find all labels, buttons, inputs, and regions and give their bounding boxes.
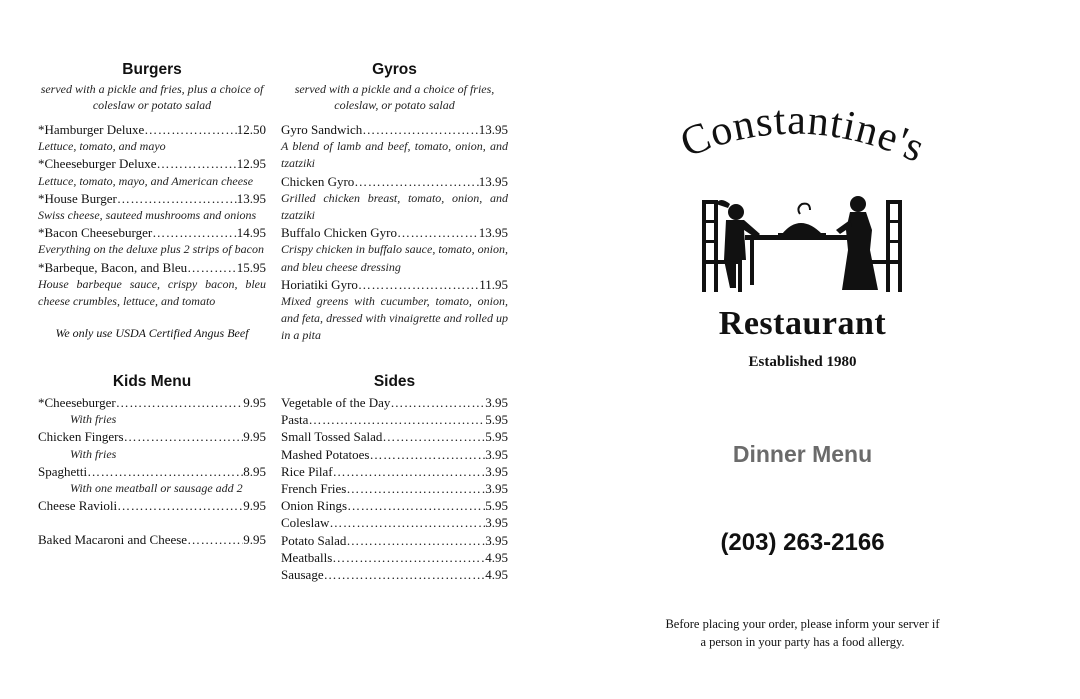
gyros-section bbox=[281, 61, 508, 345]
item-name: Potato Salad bbox=[281, 532, 347, 548]
item-name: Sausage bbox=[281, 567, 324, 583]
menu-item bbox=[281, 549, 508, 566]
item-name: Spaghetti bbox=[38, 463, 88, 479]
item-description: Swiss cheese, sauteed mushrooms and onions bbox=[38, 208, 257, 223]
menu-item bbox=[281, 463, 508, 480]
menu-item bbox=[281, 121, 508, 138]
menu-item bbox=[281, 566, 508, 583]
brand-name-logo bbox=[600, 95, 1005, 205]
item-price: 9.95 bbox=[243, 395, 266, 410]
menu-item bbox=[281, 173, 508, 190]
item-price: 12.95 bbox=[236, 156, 266, 172]
kids-menu-heading: Kids Menu bbox=[112, 373, 192, 390]
item-price: 13.95 bbox=[478, 173, 508, 189]
item-name: Onion Rings bbox=[281, 498, 348, 514]
item-description: Crispy chicken in buffalo sauce, tomato, onion, and bleu cheese dressing bbox=[281, 242, 508, 274]
item-price: 3.95 bbox=[485, 481, 508, 497]
item-name: *Bacon Cheeseburger bbox=[38, 225, 153, 241]
menu-item bbox=[38, 155, 266, 172]
item-name: Mashed Potatoes bbox=[281, 446, 370, 462]
item-name: Rice Pilaf bbox=[281, 463, 333, 479]
item-price: 5.95 bbox=[485, 498, 508, 514]
item-name: Cheese Ravioli bbox=[38, 498, 118, 514]
phone-number: (203) 263-2166 bbox=[720, 529, 885, 556]
item-description: A blend of lamb and beef, tomato, onion, and tzatziki bbox=[281, 139, 508, 171]
item-name: Meatballs bbox=[281, 549, 333, 565]
item-name: Vegetable of the Day bbox=[281, 395, 391, 410]
item-description: With fries bbox=[70, 446, 117, 461]
item-description: Grilled chicken breast, tomato, onion, and tzatziki bbox=[281, 190, 508, 223]
item-name: Gyro Sandwich bbox=[281, 122, 363, 137]
item-name: *House Burger bbox=[38, 190, 117, 206]
item-name: Small Tossed Salad bbox=[281, 429, 383, 445]
item-description: House barbeque sauce, crispy bacon, bleu cheese crumbles, lettuce, and tomato bbox=[38, 276, 266, 309]
item-price: 4.95 bbox=[485, 549, 508, 565]
allergy-notice bbox=[650, 615, 955, 651]
item-price: 13.95 bbox=[236, 190, 266, 206]
item-description: With one meatball or sausage add 2 bbox=[70, 481, 243, 496]
menu-item bbox=[281, 276, 508, 293]
item-price: 3.95 bbox=[485, 463, 508, 479]
menu-item bbox=[281, 480, 508, 497]
item-name: *Hamburger Deluxe bbox=[38, 122, 145, 137]
item-price: 4.95 bbox=[485, 567, 508, 583]
item-description: Mixed greens with cucumber, tomato, onion, and feta, dressed with vinaigrette and rolled up in a pita bbox=[281, 294, 508, 343]
item-name: *Barbeque, Bacon, and Bleu bbox=[38, 259, 188, 275]
item-description: Lettuce, tomato, and mayo bbox=[38, 139, 166, 154]
menu-item bbox=[281, 224, 508, 241]
item-name: French Fries bbox=[281, 481, 347, 497]
menu-item bbox=[281, 446, 508, 463]
angus-beef-note: We only use USDA Certified Angus Beef bbox=[55, 326, 249, 341]
menu-item bbox=[38, 121, 266, 138]
menu-item bbox=[281, 497, 508, 514]
diners-silhouette-image bbox=[700, 190, 910, 295]
item-name: *Cheeseburger Deluxe bbox=[38, 156, 157, 172]
menu-item bbox=[281, 514, 508, 531]
item-price: 5.95 bbox=[485, 429, 508, 445]
item-price: 5.95 bbox=[485, 412, 508, 428]
item-name: Buffalo Chicken Gyro bbox=[281, 225, 398, 241]
item-description: Everything on the deluxe plus 2 strips of bacon bbox=[38, 242, 264, 257]
menu-item bbox=[38, 190, 266, 207]
menu-item bbox=[281, 532, 508, 549]
item-price: 8.95 bbox=[243, 463, 266, 479]
item-name: Chicken Gyro bbox=[281, 173, 355, 189]
gyros-heading: Gyros bbox=[372, 61, 417, 78]
sides-heading: Sides bbox=[373, 373, 416, 390]
brand-panel bbox=[600, 0, 1005, 699]
item-price: 9.95 bbox=[243, 429, 266, 445]
menu-item bbox=[38, 394, 266, 411]
item-price: 3.95 bbox=[485, 395, 508, 410]
menu-item bbox=[281, 394, 508, 411]
established-text: Established 1980 bbox=[748, 354, 857, 370]
item-name: Coleslaw bbox=[281, 515, 330, 531]
sides-section bbox=[281, 373, 508, 583]
menu-item bbox=[38, 224, 266, 241]
item-price: 3.95 bbox=[485, 532, 508, 548]
item-price: 11.95 bbox=[479, 276, 508, 292]
item-description: With fries bbox=[70, 412, 117, 427]
menu-item bbox=[281, 411, 508, 428]
svg-text:Constantine's bbox=[674, 98, 932, 172]
item-price: 13.95 bbox=[478, 122, 508, 137]
item-name: Baked Macaroni and Cheese bbox=[38, 532, 188, 548]
brand-name-text: Constantine's bbox=[674, 97, 932, 172]
burgers-subtitle: served with a pickle and fries, plus a choice of coleslaw or potato salad bbox=[40, 82, 264, 112]
item-price: 9.95 bbox=[243, 498, 266, 514]
menu-item bbox=[38, 531, 266, 548]
kids-menu-section bbox=[38, 373, 266, 549]
menu-item bbox=[38, 497, 266, 514]
burgers-section bbox=[38, 61, 266, 341]
gyros-subtitle: served with a pickle and a choice of fries, coleslaw, or potato salad bbox=[294, 82, 495, 112]
item-price: 13.95 bbox=[478, 225, 508, 241]
item-name: Pasta bbox=[281, 412, 309, 428]
menu-item bbox=[281, 428, 508, 445]
item-name: Chicken Fingers bbox=[38, 429, 124, 445]
allergy-line-1: Before placing your order, please inform your server if bbox=[665, 617, 940, 631]
burgers-heading: Burgers bbox=[122, 61, 182, 78]
item-price: 14.95 bbox=[236, 225, 266, 241]
item-price: 3.95 bbox=[485, 446, 508, 462]
item-price: 12.50 bbox=[236, 122, 266, 137]
item-price: 3.95 bbox=[485, 515, 508, 531]
item-price: 15.95 bbox=[236, 259, 266, 275]
menu-item bbox=[38, 428, 266, 445]
item-description: Lettuce, tomato, mayo, and American cheese bbox=[38, 173, 254, 188]
allergy-line-2: a person in your party has a food allergy. bbox=[700, 635, 905, 649]
menu-item bbox=[38, 463, 266, 480]
restaurant-wordmark: Restaurant bbox=[718, 305, 887, 342]
item-name: *Cheeseburger bbox=[38, 395, 116, 410]
menu-item bbox=[38, 259, 266, 276]
item-price: 9.95 bbox=[243, 532, 266, 548]
item-name: Horiatiki Gyro bbox=[281, 276, 358, 292]
menu-title: Dinner Menu bbox=[732, 441, 873, 467]
